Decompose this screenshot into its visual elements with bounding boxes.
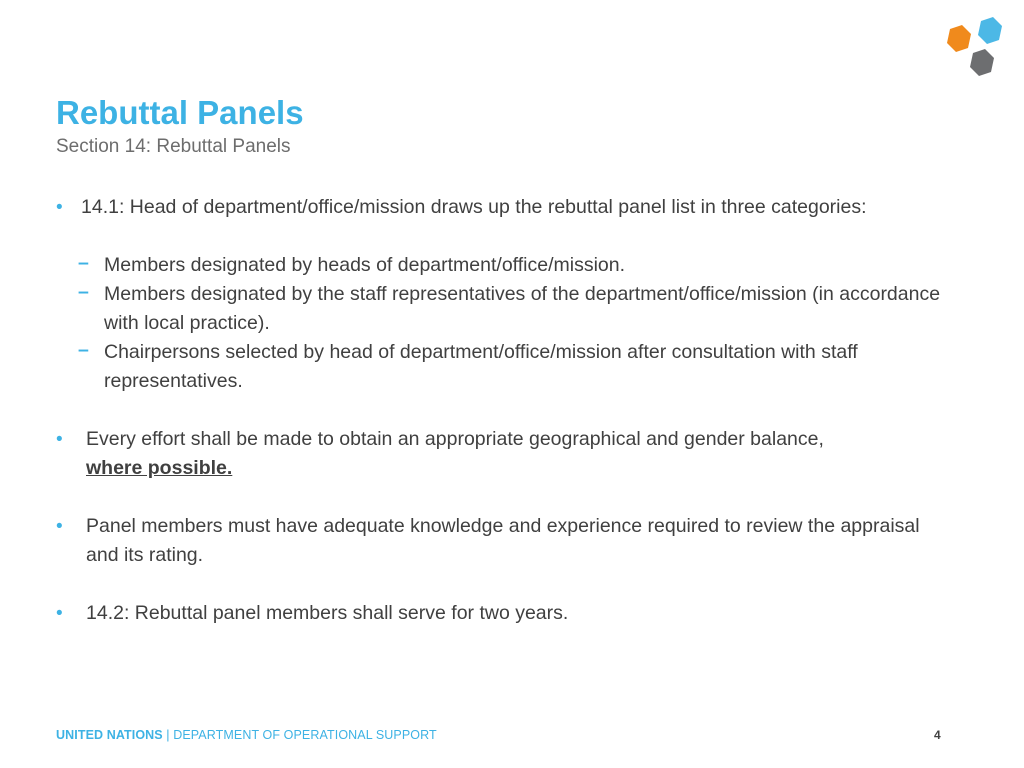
sub-item-chairpersons (78, 338, 956, 396)
category-sublist (56, 251, 956, 396)
bullet-item-14-1 (56, 193, 956, 222)
bullet-text: Every effort shall be made to obtain an appropriate geographical and gender balance, (86, 428, 824, 450)
spacer (56, 396, 956, 425)
bullet-item-14-2 (56, 599, 956, 628)
sub-item-text: Members designated by heads of department/office/mission. (104, 254, 626, 276)
bullet-icon: • (56, 429, 63, 450)
bullet-text: 14.2: Rebuttal panel members shall serve for two years. (86, 602, 569, 624)
spacer (56, 570, 956, 599)
orange-hexagon-icon (947, 25, 971, 52)
footer-department: DEPARTMENT OF OPERATIONAL SUPPORT (173, 728, 437, 742)
gray-hexagon-icon (970, 49, 994, 76)
bullet-text: 14.1: Head of department/office/mission draws up the rebuttal panel list in three categories: (81, 196, 867, 218)
dash-icon: – (78, 252, 89, 274)
page-title: Rebuttal Panels (56, 94, 304, 131)
slide-content (56, 193, 956, 628)
sub-item-text: Members designated by the staff representatives of the department/office/mission (in accordance with local practice). (104, 283, 941, 334)
bullet-icon: • (56, 197, 63, 218)
spacer (56, 483, 956, 512)
footer-org: UNITED NATIONS (56, 728, 163, 742)
dash-icon: – (78, 281, 89, 303)
sub-item-department-heads (78, 251, 956, 280)
footer-separator: | (162, 728, 174, 742)
sub-item-staff-representatives (78, 280, 956, 338)
footer (56, 728, 437, 742)
emphasis-text: where possible. (86, 457, 233, 479)
dash-icon: – (78, 339, 89, 361)
bullet-item-knowledge (56, 512, 956, 570)
bullet-text: Panel members must have adequate knowledge and experience required to review the appraisal and its rating. (86, 515, 920, 566)
bullet-icon: • (56, 603, 63, 624)
sub-item-text: Chairpersons selected by head of department/office/mission after consultation with staff representatives. (104, 341, 858, 392)
bullet-icon: • (56, 516, 63, 537)
page-number: 4 (934, 728, 941, 742)
un-dos-hexagon-logo-icon (940, 14, 1012, 82)
page-subtitle: Section 14: Rebuttal Panels (56, 136, 291, 157)
blue-hexagon-icon (978, 17, 1002, 44)
bullet-item-balance (56, 425, 956, 483)
